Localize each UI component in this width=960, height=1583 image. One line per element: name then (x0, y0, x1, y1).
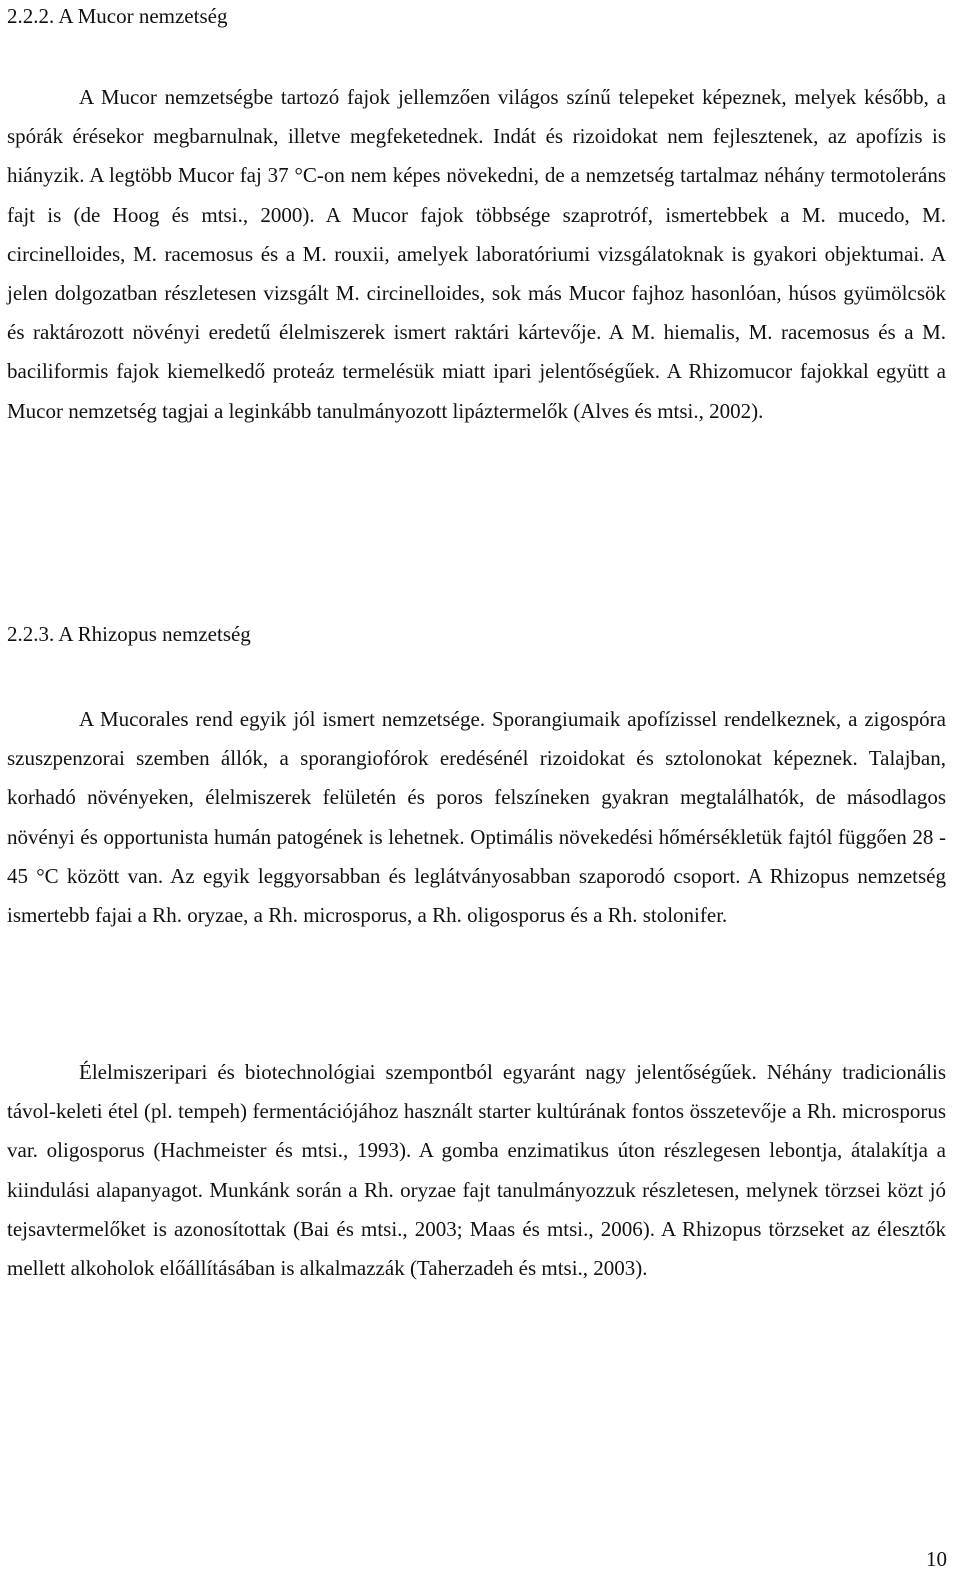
paragraph-rhizopus-description: A Mucorales rend egyik jól ismert nemzetsége. Sporangiumaik apofízissel rendelkeznek, a zigospóra szuszpenzorai szemben állók, a sporangiofórok eredésénél rizoidokat és sztolonokat képeznek. Talajban, korhadó növényeken, élelmiszerek felületén és poros felszíneken gyakran megtalálhatók, de másodlagos növényi és opportunista humán patogének is lehetnek. Optimális növekedési hőmérsékletük fajtól függően 28 - 45 °C között van. Az egyik leggyorsabban és leglátványosabban szaporodó csoport. A Rhizopus nemzetség ismertebb fajai a Rh. oryzae, a Rh. microsporus, a Rh. oligosporus és a Rh. stolonifer. (7, 707, 946, 928)
page-number: 10 (926, 1547, 947, 1571)
paragraph-mucor: A Mucor nemzetségbe tartozó fajok jellemzően világos színű telepeket képeznek, melyek később, a spórák érésekor megbarnulnak, illetve megfeketednek. Indát és rizoidokat nem fejlesztenek, az apofízis is hiányzik. A legtöbb Mucor faj 37 °C-on nem képes növekedni, de a nemzetség tartalmaz néhány termotoleráns fajt is (de Hoog és mtsi., 2000). A Mucor fajok többsége szaprotróf, ismertebbek a M. mucedo, M. circinelloides, M. racemosus és a M. rouxii, amelyek laboratóriumi vizsgálatoknak is gyakori objektumai. A jelen dolgozatban részletesen vizsgált M. circinelloides, sok más Mucor fajhoz hasonlóan, húsos gyümölcsök és raktározott növényi eredetű élelmiszerek ismert raktári kártevője. A M. hiemalis, M. racemosus és a M. baciliformis fajok kiemelkedő proteáz termelésük miatt ipari jelentőségűek. A Rhizomucor fajokkal együtt a Mucor nemzetség tagjai a leginkább tanulmányozott lipáztermelők (Alves és mtsi., 2002). (7, 85, 946, 423)
paragraph-rhizopus-applications: Élelmiszeripari és biotechnológiai szempontból egyaránt nagy jelentőségűek. Néhány tradicionális távol-keleti étel (pl. tempeh) fermentációjához használt starter kultúrának fontos összetevője a Rh. microsporus var. oligosporus (Hachmeister és mtsi., 1993). A gomba enzimatikus úton részlegesen lebontja, átalakítja a kiindulási alapanyagot. Munkánk során a Rh. oryzae fajt tanulmányozzuk részletesen, melynek törzsei közt jó tejsavtermelőket is azonosítottak (Bai és mtsi., 2003; Maas és mtsi., 2006). A Rhizopus törzseket az élesztők mellett alkoholok előállításában is alkalmazzák (Taherzadeh és mtsi., 2003). (7, 1060, 946, 1281)
section-heading-rhizopus: 2.2.3. A Rhizopus nemzetség (7, 622, 251, 646)
section-heading-mucor: 2.2.2. A Mucor nemzetség (7, 4, 228, 28)
